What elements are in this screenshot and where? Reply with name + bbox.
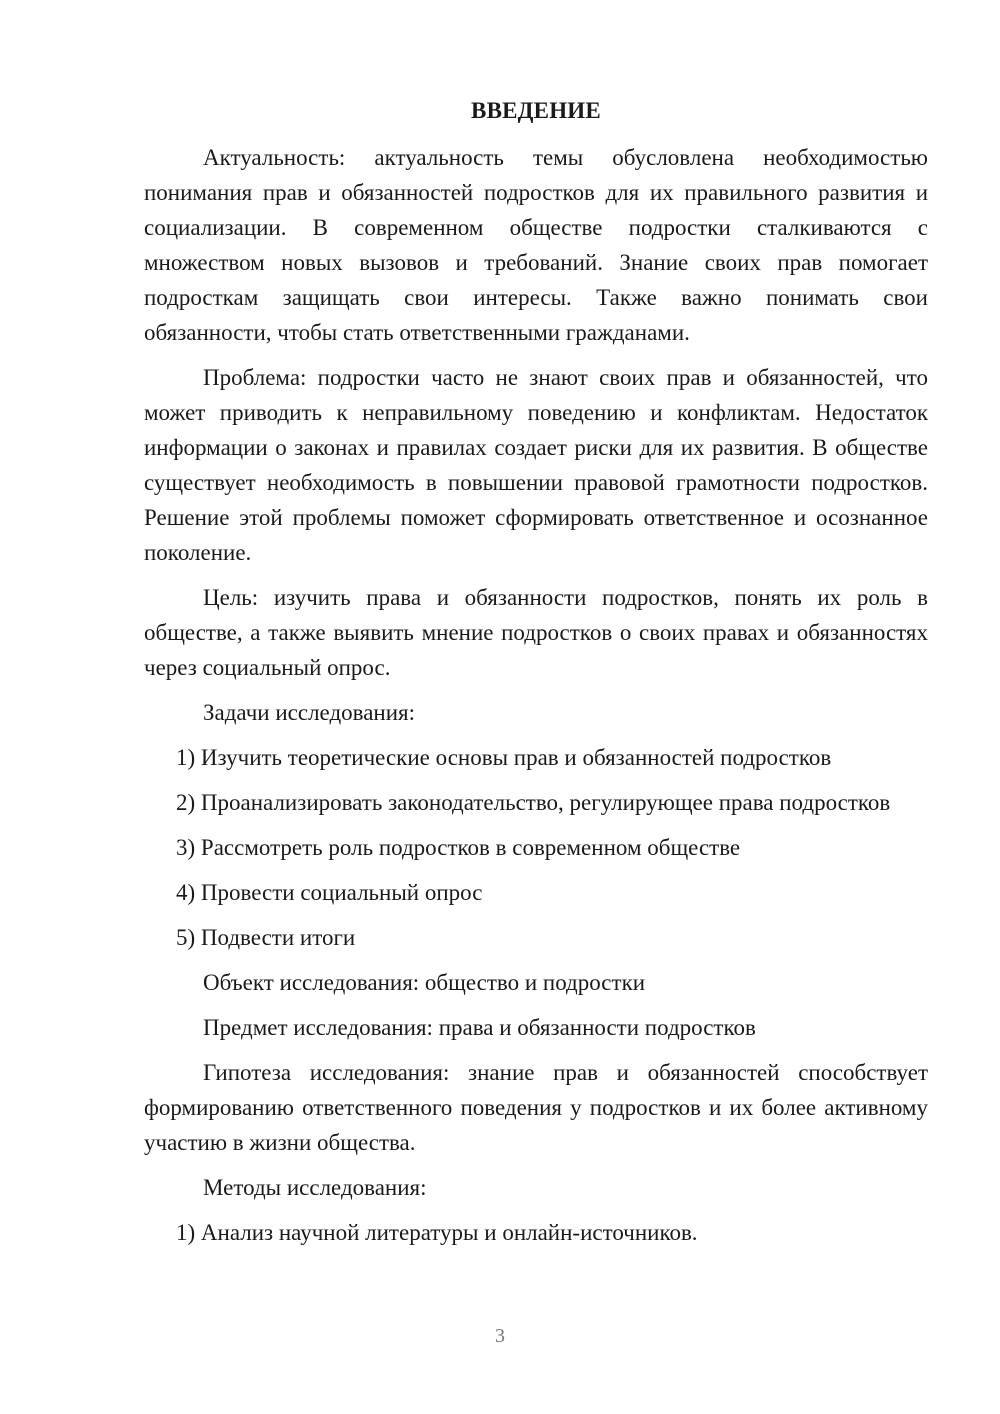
document-body: [144, 96, 928, 1260]
section-title: ВВЕДЕНИЕ: [471, 98, 601, 123]
relevance-paragraph: Актуальность: актуальность темы обусловлена необходимостью понимания прав и обязанностей подростков для их правильного развития и социализации. В современном обществе подростки сталкиваются с множеством новых вызовов и требований. Знание своих прав помогает подросткам защищать свои интересы. Также важно понимать свои обязанности, чтобы стать ответственными гражданами.: [144, 145, 928, 345]
subject-line: Предмет исследования: права и обязанности подростков: [203, 1015, 756, 1040]
methods-heading: Методы исследования:: [203, 1175, 427, 1200]
object-line: Объект исследования: общество и подростки: [203, 970, 646, 995]
task-item-1: 1) Изучить теоретические основы прав и обязанностей подростков: [176, 745, 832, 770]
task-item-5: 5) Подвести итоги: [176, 925, 356, 950]
task-item-4: 4) Провести социальный опрос: [176, 880, 483, 905]
task-item-2: 2) Проанализировать законодательство, регулирующее права подростков: [176, 790, 891, 815]
page-number: 3: [495, 1325, 505, 1347]
goal-paragraph: Цель: изучить права и обязанности подростков, понять их роль в обществе, а также выявить мнение подростков о своих правах и обязанностях через социальный опрос.: [144, 585, 928, 680]
method-item-1: 1) Анализ научной литературы и онлайн-источников.: [176, 1220, 698, 1245]
task-item-3: 3) Рассмотреть роль подростков в современном обществе: [176, 835, 741, 860]
problem-paragraph: Проблема: подростки часто не знают своих прав и обязанностей, что может приводить к неправильному поведению и конфликтам. Недостаток информации о законах и правилах создает риски для их развития. В обществе существует необходимость в повышении правовой грамотности подростков. Решение этой проблемы поможет сформировать ответственное и осознанное поколение.: [144, 365, 928, 565]
hypothesis-paragraph: Гипотеза исследования: знание прав и обязанностей способствует формированию ответственного поведения у подростков и их более активному участию в жизни общества.: [144, 1060, 928, 1155]
tasks-heading: Задачи исследования:: [203, 700, 416, 725]
